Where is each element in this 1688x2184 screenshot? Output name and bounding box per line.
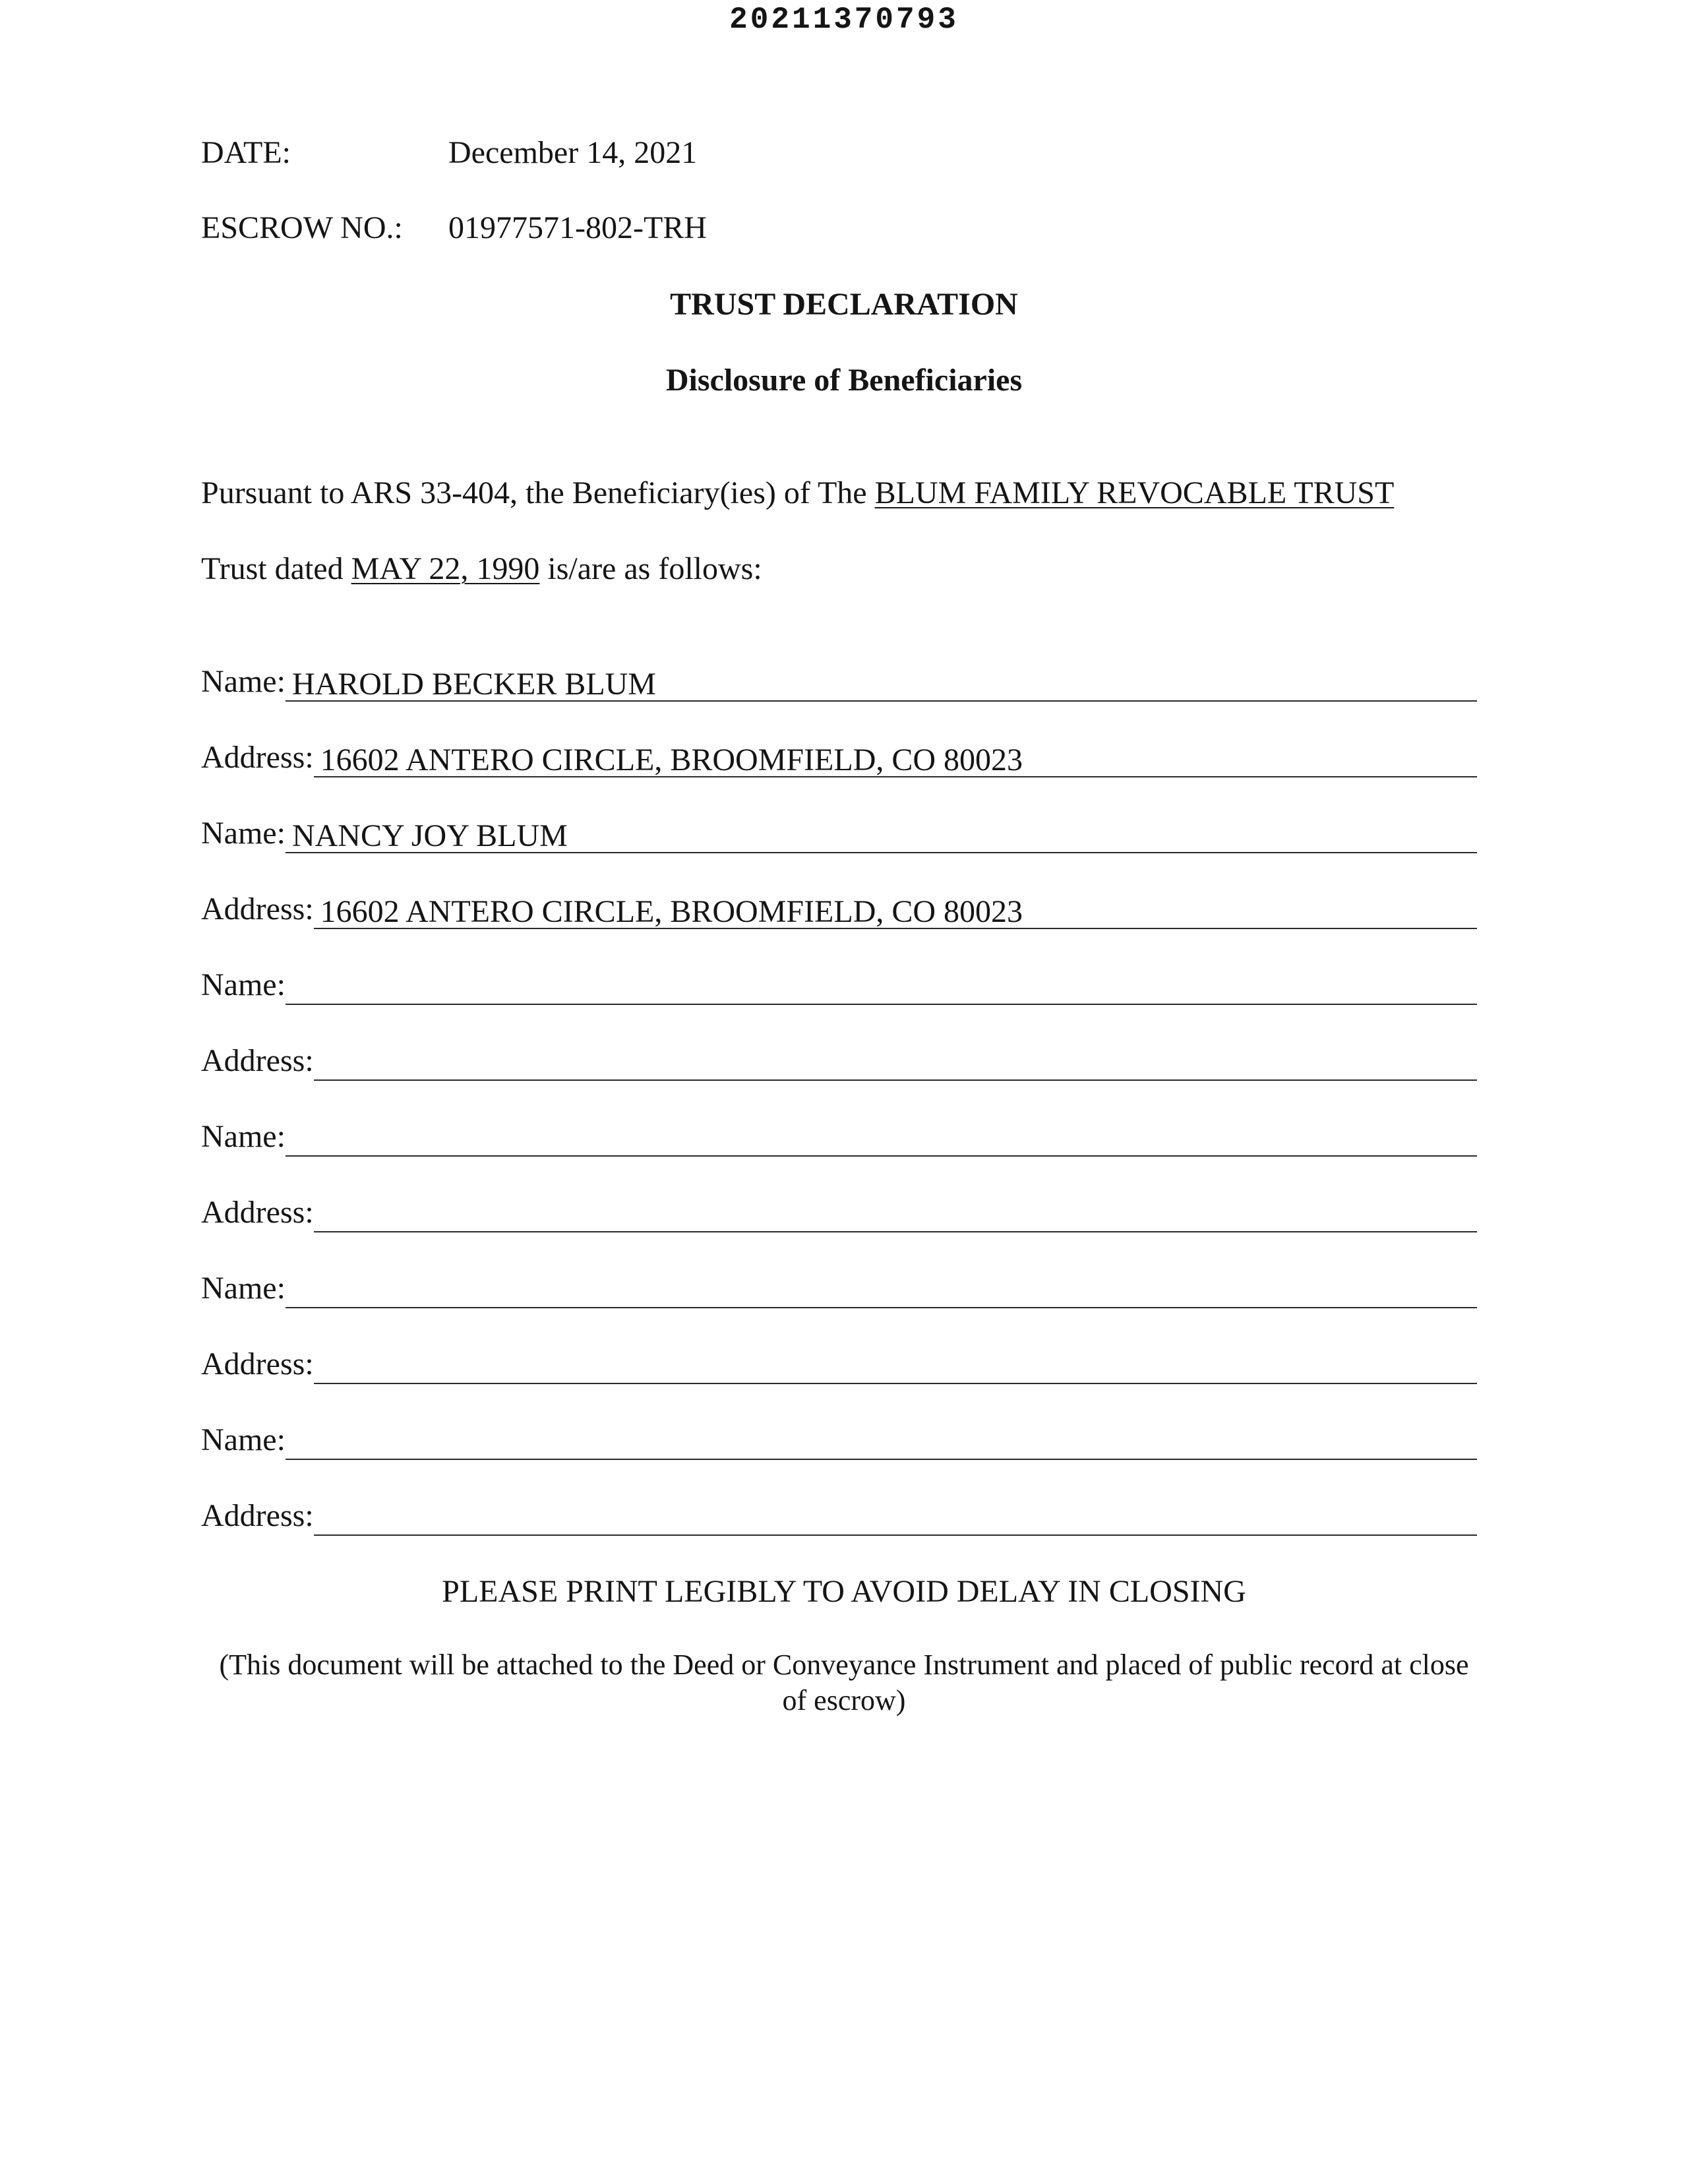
- beneficiary-4-address-field: [201, 1193, 1477, 1232]
- beneficiary-1-name-field: [201, 662, 1477, 702]
- address-label: Address:: [201, 740, 314, 775]
- public-record-footnote: (This document will be attached to the Deed or Conveyance Instrument and placed of public record at close of escrow): [219, 1649, 1469, 1716]
- beneficiary-name[interactable]: HAROLD BECKER BLUM: [286, 665, 1477, 702]
- name-label: Name:: [201, 967, 286, 1002]
- recording-number: 20211370793: [729, 3, 959, 37]
- escrow-value: 01977571-802-TRH: [448, 210, 707, 245]
- beneficiary-name[interactable]: [286, 1120, 1477, 1157]
- beneficiary-5-name-field: [201, 1269, 1477, 1308]
- beneficiary-address[interactable]: 16602 ANTERO CIRCLE, BROOMFIELD, CO 80023: [314, 892, 1477, 929]
- beneficiary-2-address-field: [201, 890, 1477, 929]
- address-label: Address:: [201, 1347, 314, 1381]
- date-label: DATE:: [201, 135, 291, 170]
- beneficiary-address[interactable]: [314, 1347, 1477, 1384]
- beneficiary-name[interactable]: [286, 1271, 1477, 1308]
- address-label: Address:: [201, 1043, 314, 1078]
- escrow-label: ESCROW NO.:: [201, 210, 403, 245]
- name-label: Name:: [201, 1271, 286, 1306]
- beneficiary-4-name-field: [201, 1117, 1477, 1157]
- name-label: Name:: [201, 816, 286, 851]
- trust-dated-prefix: Trust dated: [201, 551, 351, 586]
- print-legibly-notice: PLEASE PRINT LEGIBLY TO AVOID DELAY IN CLOSING: [442, 1574, 1246, 1609]
- intro-line-2: [201, 549, 762, 589]
- beneficiary-6-address-field: [201, 1496, 1477, 1536]
- intro-prefix: Pursuant to ARS 33-404, the Beneficiary(ies) of The: [201, 475, 875, 510]
- beneficiary-address[interactable]: [314, 1044, 1477, 1081]
- trust-dated-suffix: is/are as follows:: [539, 551, 762, 586]
- beneficiary-3-address-field: [201, 1041, 1477, 1081]
- beneficiary-2-name-field: [201, 814, 1477, 853]
- beneficiary-name[interactable]: [286, 1423, 1477, 1460]
- name-label: Name:: [201, 664, 286, 699]
- trust-date: MAY 22, 1990: [351, 551, 540, 586]
- beneficiary-name[interactable]: [286, 968, 1477, 1005]
- trust-name: BLUM FAMILY REVOCABLE TRUST: [874, 475, 1395, 510]
- address-label: Address:: [201, 1498, 314, 1533]
- beneficiary-3-name-field: [201, 965, 1477, 1005]
- document-title: TRUST DECLARATION: [670, 287, 1018, 322]
- address-label: Address:: [201, 1195, 314, 1230]
- name-label: Name:: [201, 1119, 286, 1154]
- beneficiary-6-name-field: [201, 1420, 1477, 1460]
- beneficiary-address[interactable]: [314, 1196, 1477, 1232]
- date-value: December 14, 2021: [448, 135, 698, 170]
- beneficiary-1-address-field: [201, 738, 1477, 777]
- document-subtitle: Disclosure of Beneficiaries: [665, 363, 1023, 398]
- beneficiary-address[interactable]: 16602 ANTERO CIRCLE, BROOMFIELD, CO 80023: [314, 741, 1477, 777]
- name-label: Name:: [201, 1422, 286, 1457]
- beneficiary-5-address-field: [201, 1345, 1477, 1384]
- intro-line-1: [201, 473, 1394, 513]
- address-label: Address:: [201, 892, 314, 926]
- beneficiary-address[interactable]: [314, 1499, 1477, 1536]
- beneficiary-name[interactable]: NANCY JOY BLUM: [286, 816, 1477, 853]
